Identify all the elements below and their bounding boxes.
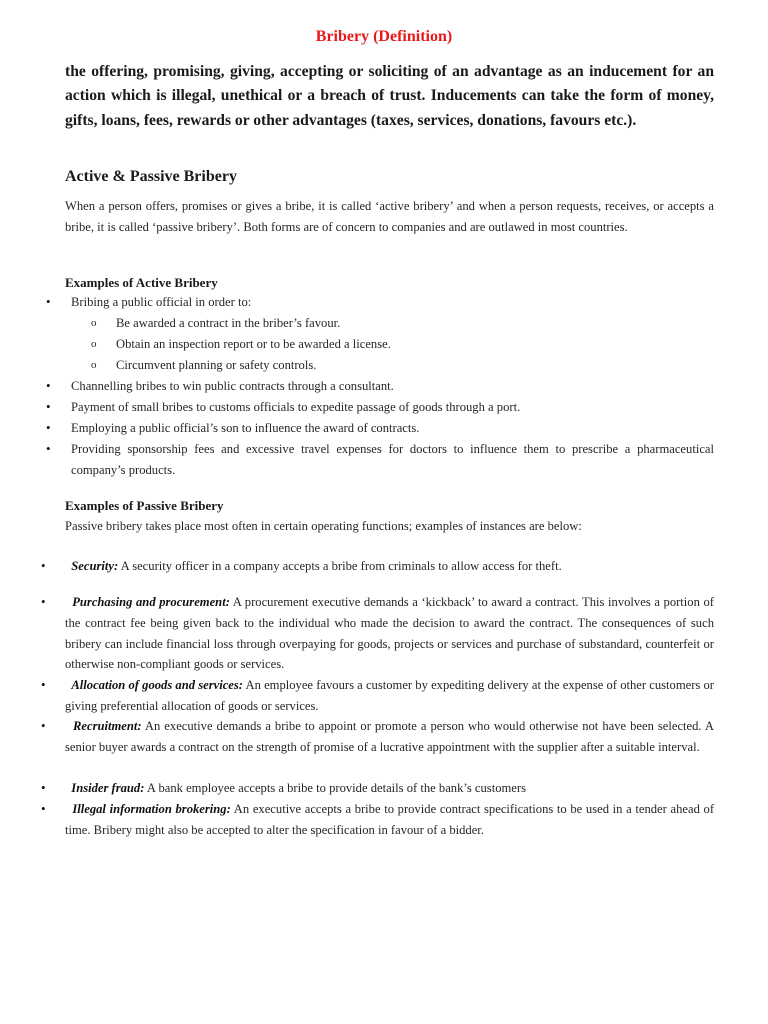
sub-bullet-marker: o <box>91 338 97 350</box>
page-title: Bribery (Definition) <box>315 28 453 45</box>
bullet-dot: • <box>46 399 51 414</box>
list-item <box>65 716 714 758</box>
item-label: Insider fraud <box>71 781 141 795</box>
item-separator: : <box>225 595 230 609</box>
bullet-dot: • <box>46 378 51 393</box>
bullet-dot: • <box>41 594 46 609</box>
active-examples-heading: Examples of Active Bribery <box>65 275 218 290</box>
definition-paragraph: the offering, promising, giving, accepting or soliciting of an advantage as an inducement for an action which is illegal, unethical or a breach of trust. Inducements can take the form of money, gifts, loans, fees, rewards or other advantages (taxes, services, donations, favours etc.). <box>65 63 714 129</box>
bullet-dot: • <box>46 441 51 456</box>
list-item <box>65 799 714 841</box>
bullet-dot: • <box>41 558 46 573</box>
bullet-dot: • <box>46 420 51 435</box>
item-label: Illegal information brokering <box>72 802 227 816</box>
sub-list-item: Circumvent planning or safety controls. <box>116 358 317 372</box>
sub-bullet-marker: o <box>91 317 97 329</box>
bullet-dot: • <box>46 294 51 309</box>
sub-list-item: Obtain an inspection report or to be awarded a license. <box>116 337 391 351</box>
item-label: Security <box>71 559 114 573</box>
item-separator: : <box>226 802 231 816</box>
item-label: Recruitment <box>73 719 138 733</box>
item-label: Purchasing and procurement <box>72 595 226 609</box>
bullet-dot: • <box>41 677 46 692</box>
item-separator: : <box>140 781 145 795</box>
item-text: An employee favours a customer by expediting delivery at the expense of other customers or giving preferential allocation of goods or services. <box>65 678 715 713</box>
bullet-dot: • <box>41 718 46 733</box>
item-text: A security officer in a company accepts a bribe from criminals to allow access for theft. <box>118 559 562 573</box>
sub-list-item: Be awarded a contract in the briber’s favour. <box>116 316 341 330</box>
active-passive-paragraph: When a person offers, promises or gives a bribe, it is called ‘active bribery’ and when a person requests, receives, or accepts a bribe, it is called ‘passive bribery’. Both forms are of concern to companies and are outlawed in most countries. <box>65 199 714 234</box>
list-item <box>65 556 714 577</box>
bullet-dot: • <box>41 780 46 795</box>
item-label: Allocation of goods and services <box>71 678 239 692</box>
list-item <box>65 778 714 799</box>
list-item: Channelling bribes to win public contracts through a consultant. <box>71 379 394 393</box>
sub-bullet-marker: o <box>91 359 97 371</box>
list-item: Providing sponsorship fees and excessive travel expenses for doctors to influence them to prescribe a pharmaceutical company’s products. <box>71 442 714 477</box>
item-text: An executive demands a bribe to appoint or promote a person who would otherwise not have been selected. A senior buyer awards a contract on the strength of promise of a lucrative appointment with the supplier after a suitable interval. <box>65 719 714 754</box>
item-separator: : <box>137 719 142 733</box>
item-text: A procurement executive demands a ‘kickback’ to award a contract. This involves a portion of the contract fee being given back to the individual who made the decision to award the contract. The consequences of such bribery can include financial loss through overpaying for goods, projects or services and purchase of substandard, counterfeit or otherwise non-compliant goods or services. <box>65 595 714 672</box>
passive-intro: Passive bribery takes place most often in certain operating functions; examples of instances are below: <box>65 519 582 533</box>
list-item <box>65 675 714 717</box>
list-item <box>65 592 714 675</box>
item-text: An executive accepts a bribe to provide contract specifications to be used in a tender ahead of time. Bribery might also be accepted to alter the specification in favour of a bidder. <box>65 802 715 837</box>
list-item: Employing a public official’s son to influence the award of contracts. <box>71 421 420 435</box>
list-item: Bribing a public official in order to: <box>71 295 252 309</box>
item-text: A bank employee accepts a bribe to provide details of the bank’s customers <box>144 781 526 795</box>
item-separator: : <box>113 559 119 573</box>
bullet-dot: • <box>41 801 46 816</box>
active-passive-heading: Active & Passive Bribery <box>65 168 237 185</box>
passive-examples-heading: Examples of Passive Bribery <box>65 498 224 513</box>
list-item: Payment of small bribes to customs officials to expedite passage of goods through a port. <box>71 400 521 414</box>
item-separator: : <box>238 678 243 692</box>
